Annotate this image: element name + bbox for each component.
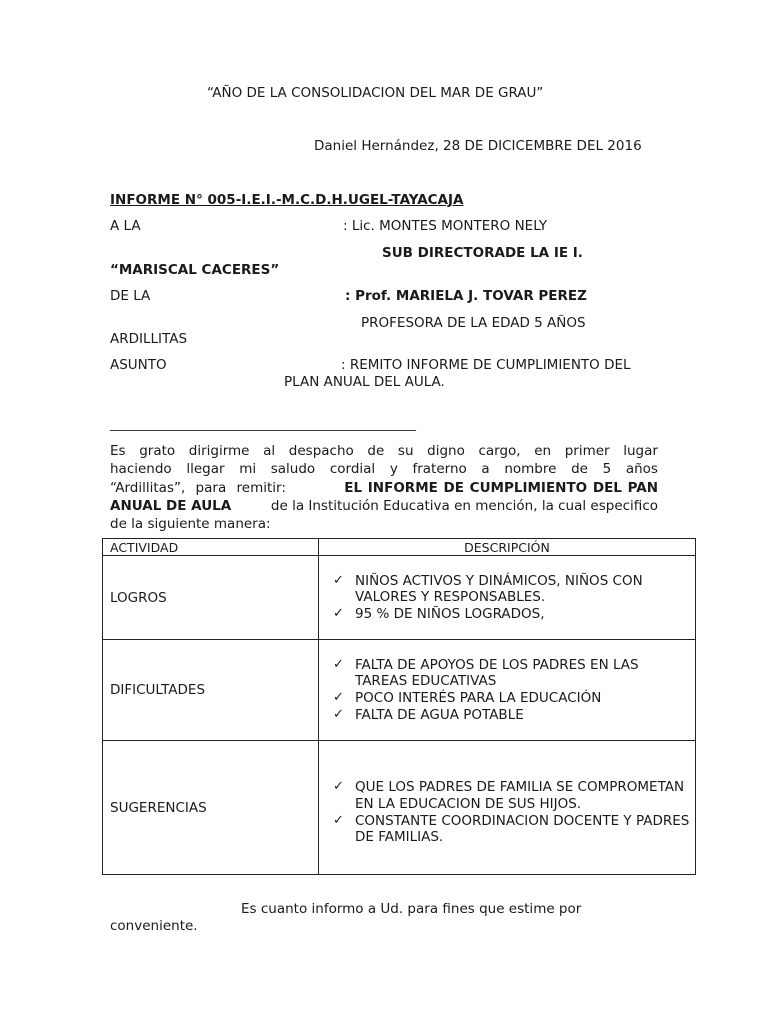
activity-logros: LOGROS <box>103 556 319 640</box>
checkmark-icon: ✓ <box>333 605 344 621</box>
motto: “AÑO DE LA CONSOLIDACION DEL MAR DE GRAU” <box>207 85 544 101</box>
body-word: primer <box>564 443 610 459</box>
body-word: fraterno <box>412 461 467 478</box>
body-word: su <box>397 443 414 459</box>
body-word: llegar <box>186 461 225 478</box>
description-item <box>333 656 695 690</box>
table-row <box>103 741 696 875</box>
body-word: en <box>534 443 552 459</box>
checkmark-icon: ✓ <box>333 656 344 672</box>
activity-sugerencias: SUGERENCIAS <box>103 741 319 875</box>
description-item <box>333 690 695 707</box>
header-description: DESCRIPCIÓN <box>319 539 696 556</box>
body-word: Es <box>110 443 126 459</box>
from-position: PROFESORA DE LA EDAD 5 AÑOS <box>361 315 586 331</box>
from-name: : Prof. MARIELA J. TOVAR PEREZ <box>345 288 587 304</box>
body-word: y <box>389 461 398 478</box>
checkmark-icon: ✓ <box>333 779 344 795</box>
checkmark-icon: ✓ <box>333 572 344 588</box>
body-word: nombre <box>504 461 557 478</box>
checkmark-icon: ✓ <box>333 812 344 828</box>
body-line-4 <box>110 497 658 515</box>
to-institution: “MARISCAL CACERES” <box>110 262 280 278</box>
body-word: a <box>481 461 490 478</box>
table-row <box>103 556 696 640</box>
subject-line-1: : REMITO INFORME DE CUMPLIMIENTO DEL <box>341 357 631 373</box>
description-item <box>333 572 695 606</box>
report-number: INFORME N° 005-I.E.I.-M.C.D.H.UGEL-TAYACAJA <box>110 192 464 208</box>
from-group: ARDILLITAS <box>110 331 188 347</box>
checkmark-icon: ✓ <box>333 706 344 722</box>
description-item-text: FALTA DE APOYOS DE LOS PADRES EN LAS TAREAS EDUCATIVAS <box>355 656 639 690</box>
body-word: despacho <box>288 443 354 459</box>
body-line-4-bold: ANUAL DE AULA <box>110 497 232 514</box>
table-row <box>103 640 696 741</box>
checkmark-icon: ✓ <box>333 690 344 705</box>
body-word: dirigirme <box>188 443 250 459</box>
description-cell <box>319 741 696 875</box>
closing-line-1: Es cuanto informo a Ud. para fines que estime por <box>241 901 582 917</box>
description-item-text: QUE LOS PADRES DE FAMILIA SE COMPROMETAN EN LA EDUCACION DE SUS HIJOS. <box>355 779 685 812</box>
description-cell <box>319 640 696 741</box>
to-name: : Lic. MONTES MONTERO NELY <box>343 218 548 234</box>
description-item-text: FALTA DE AGUA POTABLE <box>355 706 524 723</box>
body-line-3-intro: “Ardillitas”, para remitir: <box>110 479 286 496</box>
body-line-2 <box>110 460 658 478</box>
description-list <box>319 769 695 845</box>
description-item-text: POCO INTERÉS PARA LA EDUCACIÓN <box>355 690 602 706</box>
header-activity: ACTIVIDAD <box>103 539 319 556</box>
body-word: digno <box>427 443 465 459</box>
body-word: de <box>367 443 385 459</box>
body-word: cordial <box>329 461 376 478</box>
to-label: A LA <box>110 218 141 234</box>
separator-rule: ___________________________________________________ <box>110 417 416 431</box>
body-word: de <box>571 461 588 478</box>
place-date: Daniel Hernández, 28 DE DICICEMBRE DEL 2016 <box>314 138 642 154</box>
description-item <box>333 605 695 623</box>
description-item <box>333 706 695 724</box>
body-word: cargo, <box>478 443 521 459</box>
to-position: SUB DIRECTORADE LA IE I. <box>382 245 583 261</box>
body-paragraph <box>110 442 658 533</box>
subject-line-2: PLAN ANUAL DEL AULA. <box>284 374 445 390</box>
description-list <box>319 573 695 623</box>
body-line-3-bold: EL INFORME DE CUMPLIMIENTO DEL PAN <box>344 479 658 496</box>
subject-label: ASUNTO <box>110 357 167 373</box>
body-line-5: de la siguiente manera: <box>110 516 271 533</box>
description-item <box>333 779 695 812</box>
from-label: DE LA <box>110 288 151 304</box>
description-item-text: CONSTANTE COORDINACION DOCENTE Y PADRES DE FAMILIAS. <box>355 812 690 846</box>
body-word: grato <box>139 443 176 459</box>
body-word: 5 <box>602 461 612 478</box>
body-line-3 <box>110 479 658 497</box>
activity-dificultades: DIFICULTADES <box>103 640 319 741</box>
closing-line-2: conveniente. <box>110 918 198 934</box>
body-word: saludo <box>270 461 316 478</box>
table-header-row <box>103 539 696 556</box>
body-word: haciendo <box>110 461 172 478</box>
body-word: años <box>625 461 658 478</box>
body-line-4-text: de la Institución Educativa en mención, la cual especifico <box>270 497 658 514</box>
description-item-text: 95 % DE NIÑOS LOGRADOS, <box>355 605 545 622</box>
body-word: al <box>263 443 276 459</box>
body-line-1 <box>110 442 658 460</box>
description-list <box>319 657 695 723</box>
description-cell <box>319 556 696 640</box>
description-item-text: NIÑOS ACTIVOS Y DINÁMICOS, NIÑOS CON VALORES Y RESPONSABLES. <box>355 572 643 606</box>
description-item <box>333 812 695 846</box>
body-word: mi <box>239 461 257 478</box>
activity-table <box>102 538 696 875</box>
body-word: lugar <box>623 443 658 459</box>
